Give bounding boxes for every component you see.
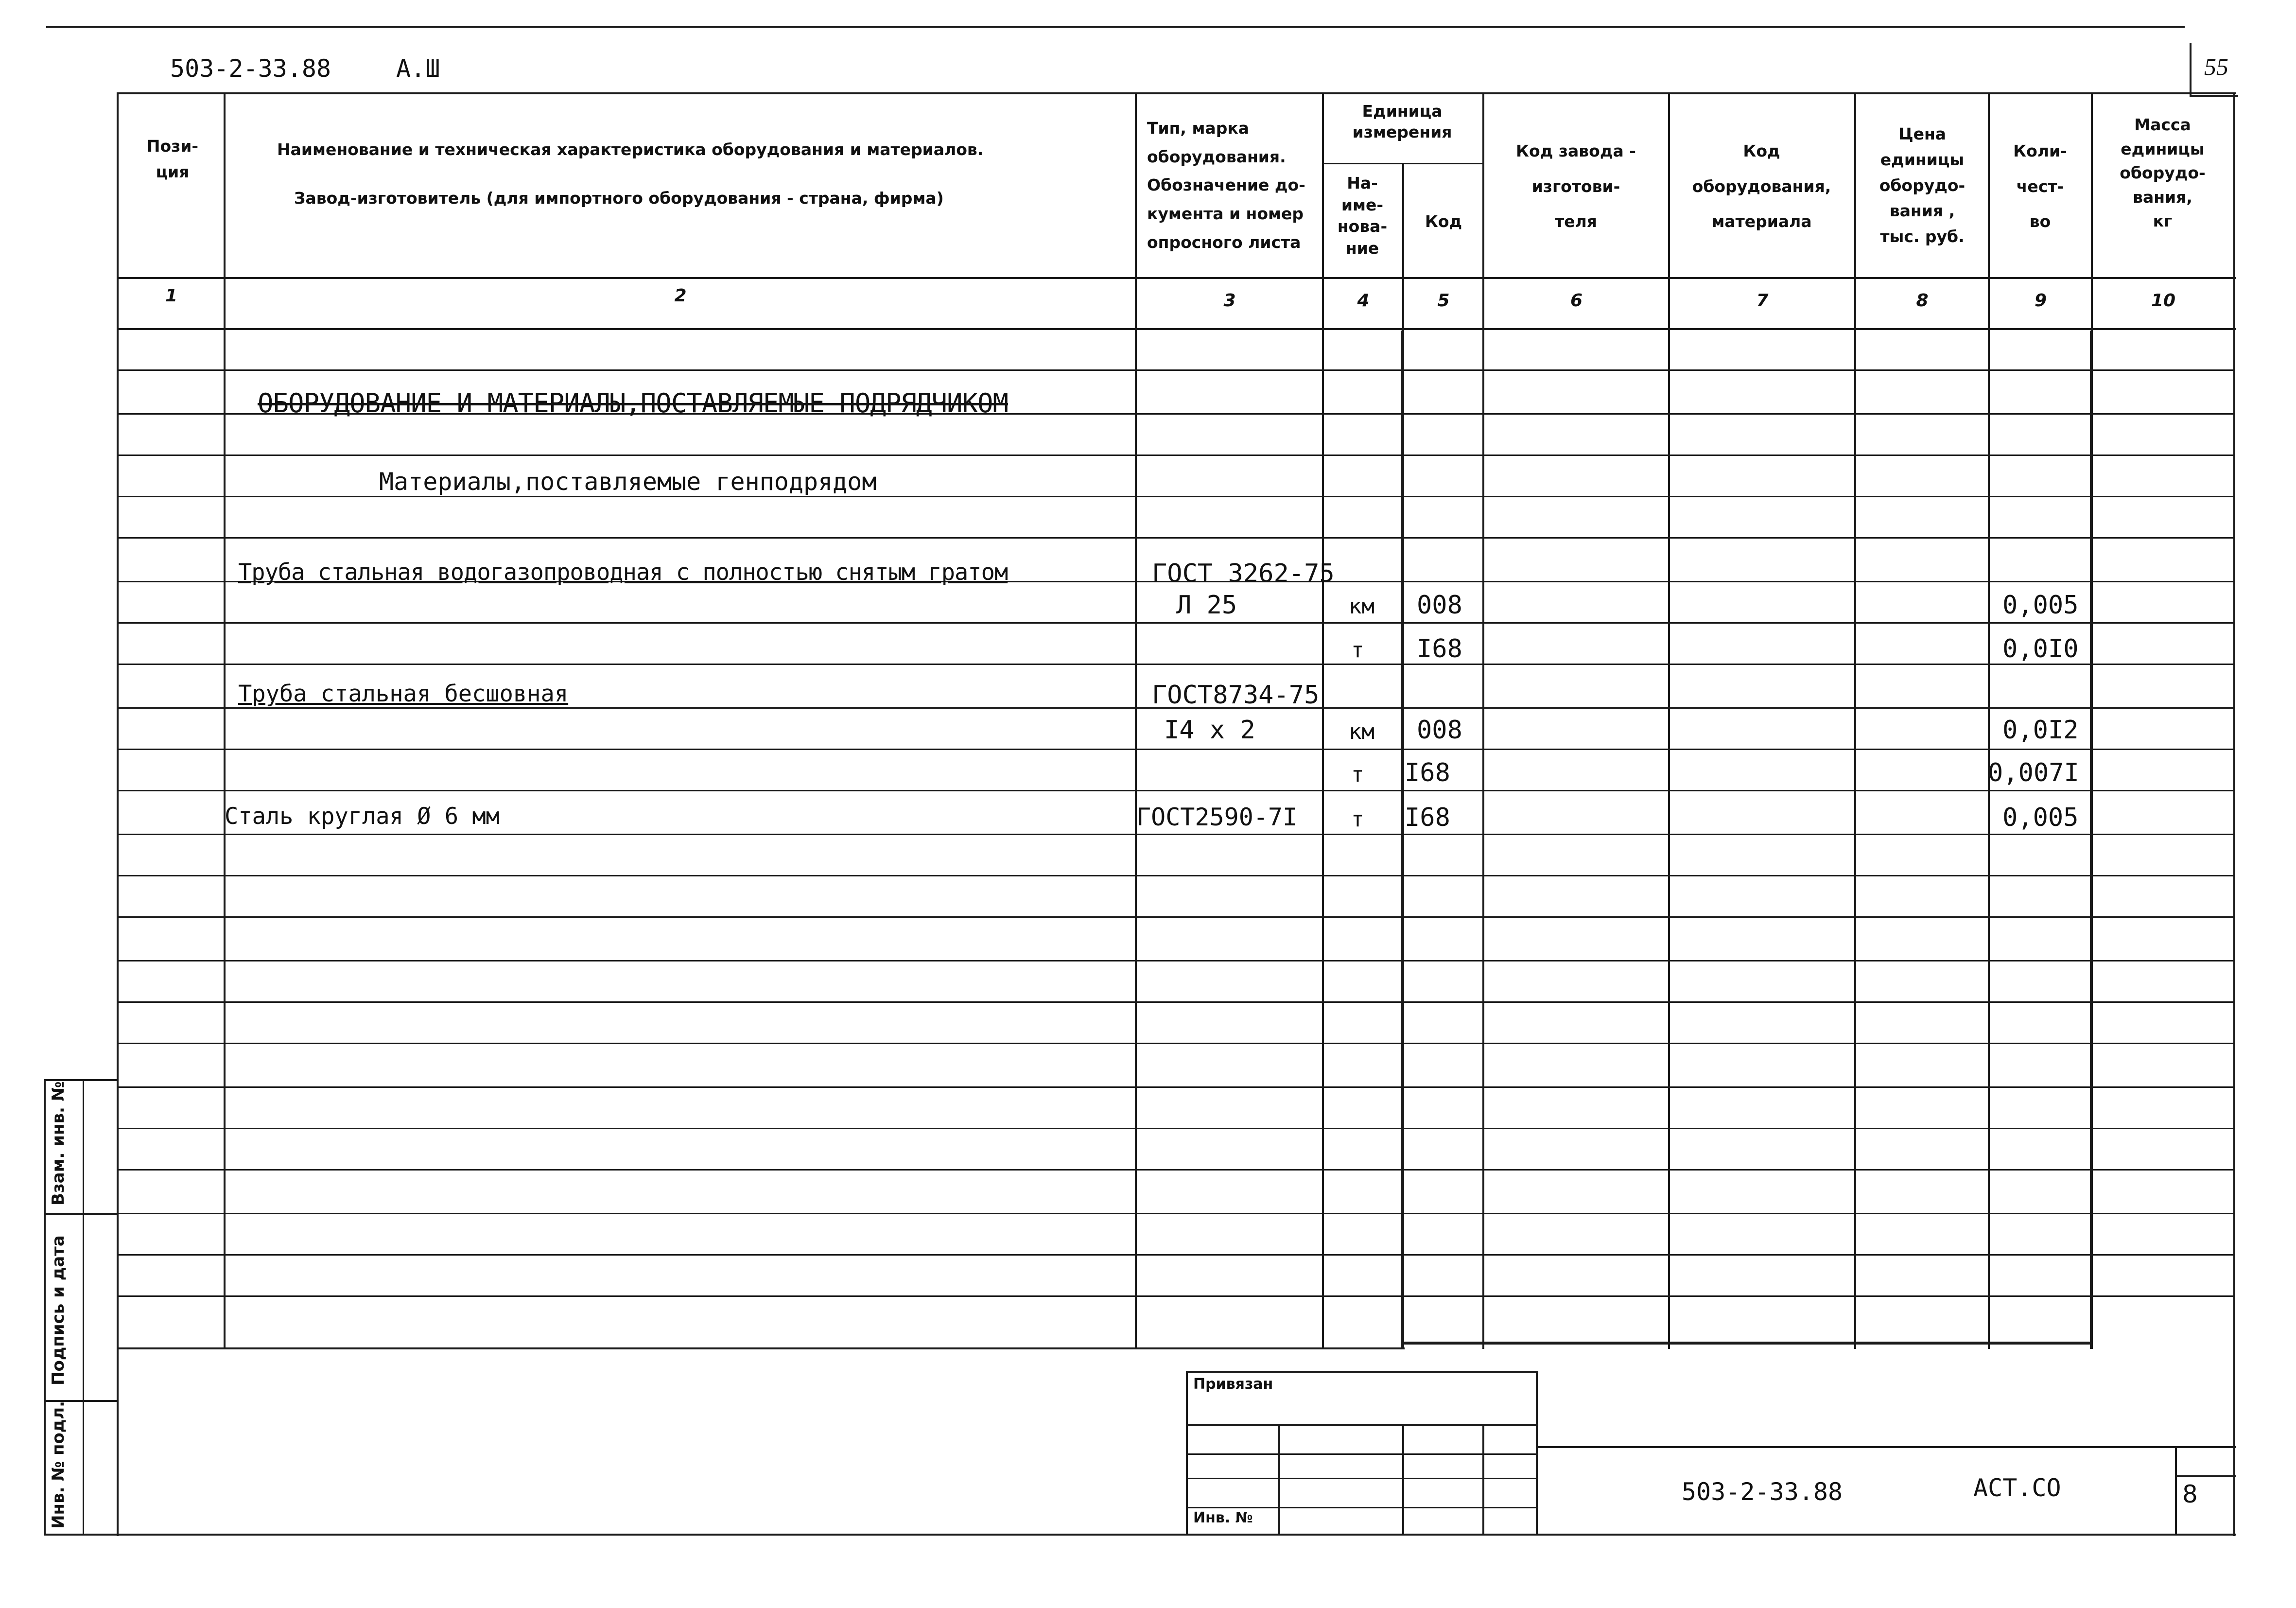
header-name-line2: Завод-изготовитель (для импортного оборудования - страна, фирма) <box>294 189 944 208</box>
col-number-8: 8 <box>1916 291 1929 311</box>
stamp-div-1 <box>44 1213 117 1215</box>
frame-bottom <box>44 1534 2236 1536</box>
body-row-rule <box>117 1254 2233 1256</box>
col-line-1 <box>224 92 226 1349</box>
item2-row2-code: I68 <box>1405 758 1450 787</box>
body-row-rule <box>117 834 2233 835</box>
item3-standard: ГОСТ2590-7I <box>1136 803 1298 831</box>
item3-unit: т <box>1351 807 1364 832</box>
item1-row1-unit: км <box>1349 594 1374 619</box>
document-code: 503-2-33.88 <box>170 54 331 83</box>
body-row-rule <box>117 664 2233 665</box>
item1-row2-code: I68 <box>1417 634 1462 664</box>
col-line-7 <box>1854 92 1856 1349</box>
header-unit-name: На- име- нова- ние <box>1337 174 1388 258</box>
header-factory-code: Код завода - изготови- теля <box>1516 141 1636 231</box>
header-name-line1: Наименование и техническая характеристика оборудования и материалов. <box>277 140 984 159</box>
col-line-5 <box>1482 92 1484 1349</box>
tb-sheet-number: 8 <box>2182 1480 2198 1508</box>
tb-doc-code: 503-2-33.88 <box>1682 1478 1843 1506</box>
page-number: 55 <box>2204 53 2228 80</box>
body-row-rule <box>117 790 2233 791</box>
body-row-rule <box>117 1001 2233 1003</box>
tb-row-1 <box>1186 1424 1538 1426</box>
top-short-rule <box>46 26 2185 28</box>
box-bottom <box>1401 1342 2093 1345</box>
tb-sheet-left <box>2175 1446 2177 1534</box>
item2-row1-quantity: 0,0I2 <box>2002 716 2079 745</box>
stamp-vzam: Взам. инв. № <box>49 1081 68 1206</box>
item2-standard: ГОСТ8734-75 <box>1152 681 1320 710</box>
body-row-rule <box>117 496 2233 497</box>
box-left <box>1401 331 1404 1349</box>
col-line-2 <box>1135 92 1137 1349</box>
body-row-rule <box>117 1128 2233 1129</box>
body-row-rule <box>117 1213 2233 1214</box>
col-number-1: 1 <box>165 286 178 306</box>
frame-top <box>117 92 2236 94</box>
item1-standard: ГОСТ 3262-75 <box>1152 559 1335 588</box>
col-line-8 <box>1988 92 1990 1349</box>
body-row-rule <box>117 1169 2233 1171</box>
header-bottom <box>117 277 2236 279</box>
stamp-inv: Инв. № подл. <box>49 1400 68 1529</box>
header-unit-mass: Масса единицы оборудо- вания, кг <box>2120 115 2206 230</box>
stamp-podpis: Подпись и дата <box>49 1235 68 1385</box>
tb-row-4 <box>1186 1507 1538 1508</box>
col-number-9: 9 <box>2034 291 2047 311</box>
item3-name: Сталь круглая Ø 6 мм <box>225 803 500 830</box>
page-number-box-bottom <box>2190 95 2238 97</box>
body-row-rule <box>117 537 2233 539</box>
header-quantity: Коли- чест- во <box>2013 141 2067 231</box>
tb-left <box>1186 1371 1188 1534</box>
body-row-rule <box>117 749 2233 750</box>
table-bottom <box>117 1347 1405 1349</box>
header-unit: Единица измерения <box>1352 102 1452 141</box>
tb-col-2 <box>1402 1424 1404 1534</box>
tb-main-top <box>1536 1446 2236 1448</box>
item2-name: Труба стальная бесшовная <box>238 681 569 707</box>
item2-row2-quantity: 0,007I <box>1988 758 2079 787</box>
item1-row1-quantity: 0,005 <box>2002 591 2079 620</box>
tb-doc-mark: АСТ.СО <box>1973 1474 2061 1502</box>
body-row-rule <box>117 1295 2233 1297</box>
section-title: ОБОРУДОВАНИЕ И МАТЕРИАЛЫ,ПОСТАВЛЯЕМЫЕ ПОДРЯДЧИКОМ <box>258 388 1009 419</box>
tb-right <box>1536 1371 1538 1534</box>
tb-row-3 <box>1186 1478 1538 1479</box>
tb-privyazan: Привязан <box>1193 1376 1273 1393</box>
frame-right <box>2233 92 2235 1536</box>
unit-header-divider <box>1322 163 1482 164</box>
item1-row2-unit: т <box>1351 638 1364 663</box>
tb-row-2 <box>1186 1453 1538 1455</box>
header-unit-price: Цена единицы оборудо- вания , тыс. руб. <box>1879 124 1966 246</box>
col-number-3: 3 <box>1223 291 1236 311</box>
col-number-7: 7 <box>1756 291 1769 311</box>
tb-inv-no: Инв. № <box>1193 1509 1253 1526</box>
stamp-mid <box>83 1079 84 1534</box>
numbers-row-bottom <box>117 328 2236 330</box>
body-row-rule <box>117 454 2233 456</box>
header-position: Пози- ция <box>146 137 199 181</box>
item1-name: Труба стальная водогазопроводная с полностью снятым гратом <box>238 559 1008 586</box>
tb-top <box>1186 1371 1538 1373</box>
header-type: Тип, марка оборудования. Обозначение до- кумента и номер опросного листа <box>1147 119 1305 252</box>
col-line-3 <box>1322 92 1324 1349</box>
subsection-title: Материалы,поставляемые генподрядом <box>379 468 877 496</box>
item3-code: I68 <box>1405 803 1450 832</box>
item1-size: Л 25 <box>1176 591 1237 620</box>
section-code: А.Ш <box>396 54 440 83</box>
box-right <box>2090 331 2093 1349</box>
col-number-4: 4 <box>1357 291 1370 311</box>
item1-row2-quantity: 0,0I0 <box>2002 634 2079 664</box>
header-unit-code: Код <box>1425 212 1462 231</box>
item2-row1-code: 008 <box>1417 716 1462 745</box>
col-number-10: 10 <box>2151 291 2176 311</box>
page-number-box-left <box>2190 43 2192 96</box>
body-row-rule <box>117 875 2233 876</box>
col-number-2: 2 <box>674 286 687 306</box>
body-row-rule <box>117 622 2233 624</box>
col-line-6 <box>1668 92 1670 1349</box>
item3-quantity: 0,005 <box>2002 803 2079 832</box>
col-number-5: 5 <box>1437 291 1450 311</box>
item1-row1-code: 008 <box>1417 591 1462 620</box>
item2-size: I4 x 2 <box>1164 716 1255 745</box>
tb-col-3 <box>1482 1424 1484 1534</box>
body-row-rule <box>117 1086 2233 1088</box>
item2-row1-unit: км <box>1349 719 1374 744</box>
tb-sheet-top <box>2175 1475 2236 1477</box>
col-number-6: 6 <box>1570 291 1583 311</box>
body-row-rule <box>117 916 2233 918</box>
stamp-left <box>44 1079 46 1534</box>
tb-col-1 <box>1278 1424 1280 1534</box>
item2-row2-unit: т <box>1351 762 1364 787</box>
body-row-rule <box>117 1043 2233 1044</box>
body-row-rule <box>117 960 2233 961</box>
body-row-rule <box>117 369 2233 371</box>
header-equipment-code: Код оборудования, материала <box>1692 141 1831 231</box>
frame-left <box>117 92 119 1536</box>
